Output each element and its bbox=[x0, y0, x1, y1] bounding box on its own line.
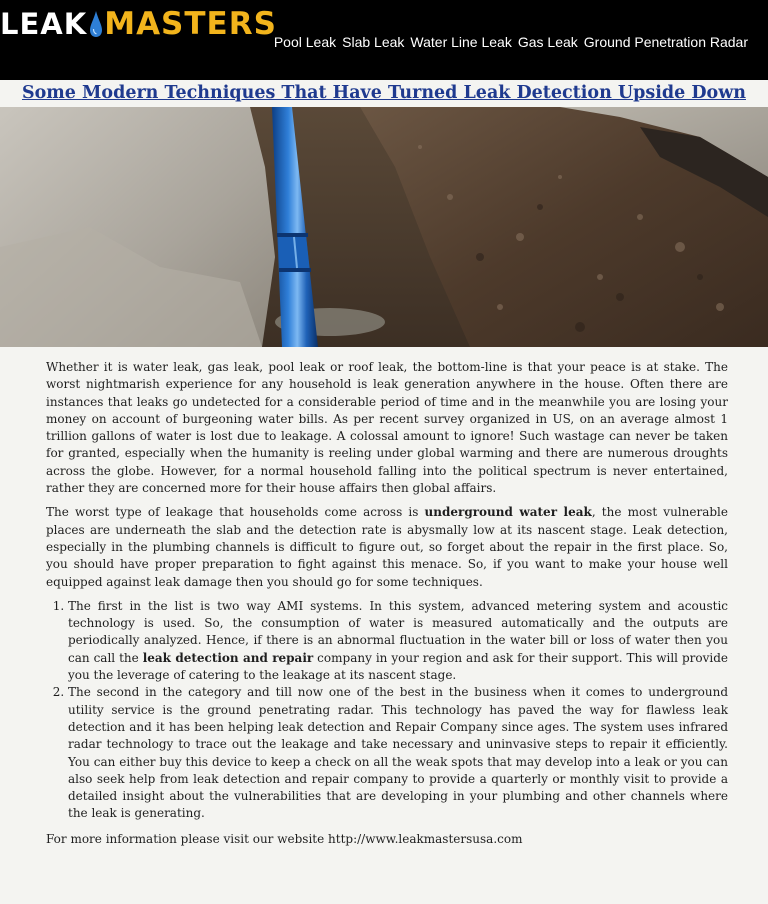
nav-link-ground-penetration-radar[interactable]: Ground Penetration Radar bbox=[583, 34, 748, 50]
nav-link-gas-leak[interactable]: Gas Leak bbox=[517, 34, 578, 50]
brand-logo[interactable] bbox=[0, 6, 277, 42]
brand-name-leak: LEAK bbox=[0, 7, 88, 41]
nav-link-slab-leak[interactable]: Slab Leak bbox=[342, 34, 405, 50]
nav-link-water-line-leak[interactable]: Water Line Leak bbox=[410, 34, 512, 50]
ami-system-text: The first in the list is two way AMI systems. In this system, advanced metering system and acoustic technology is used. So, the consumption of water is measured automatically and the outputs are periodically analyzed. Hence, if there is an abnormal fluctuation in the water bill or loss of water then you can call the bbox=[68, 598, 728, 665]
nav-link-pool-leak[interactable]: Pool Leak bbox=[273, 34, 337, 50]
list-item bbox=[68, 598, 728, 684]
paragraph-underground-lead: The worst type of leakage that households come across is bbox=[46, 505, 425, 520]
pipe-trench-image bbox=[0, 107, 768, 347]
paragraph-underground bbox=[46, 504, 728, 590]
leak-detection-repair-emphasis: leak detection and repair bbox=[142, 650, 314, 665]
article-body bbox=[46, 359, 728, 855]
paragraph-intro: Whether it is water leak, gas leak, pool leak or roof leak, the bottom-line is that your peace is at stake. The worst nightmarish experience for any household is leak generation anywhere in the house. Often there are instances that leaks go undetected for a considerable period of time and in the meanwhile you are losing your money on account of burgeoning water bills. As per recent survey organized in US, on an average almost 1 trillion gallons of water is lost due to leakage. A colossal amount to ignore! Such wastage can never be taken for granted, especially when the humanity is reeling under global warming and there are numerous droughts across the globe. However, for a normal household falling into the political spectrum is never entertained, rather they are concerned more for their house affairs then global affairs. bbox=[46, 360, 728, 496]
website-info: For more information please visit our website http://www.leakmastersusa.com bbox=[46, 831, 523, 846]
article-photo bbox=[0, 107, 768, 347]
brand-name-masters: MASTERS bbox=[104, 6, 277, 42]
site-header bbox=[0, 0, 768, 80]
ami-system-text-rest: company in your region and ask for their support. This will provide you the leverage of catering to the leakage at its nascent stage. bbox=[68, 650, 729, 683]
underground-water-leak-emphasis: underground water leak bbox=[424, 505, 592, 520]
paragraph-underground-rest: , the most vulnerable places are underneath the slab and the detection rate is abysmally low at its nascent stage. Leak detection, especially in the plumbing channels is difficult to figure out, so forget about the repair in the first place. So, you should have proper preparation to fight against this menace. So, if you want to make your house well equipped against leak damage then you should go for some techniques. bbox=[46, 505, 728, 589]
article-title: Some Modern Techniques That Have Turned Leak Detection Upside Down bbox=[21, 83, 746, 103]
list-item: 2. The second in the category and till now one of the best in the business when it comes to underground utility service is the ground penetrating radar. This technology has paved the way for flawless leak detection and it has been helping leak detection and Repair Company since ages. The system uses infrared radar technology to trace out the leakage and take necessary and uninvasive steps to repair it efficiently. You can either buy this device to keep a check on all the weak spots that may develop into a leak or you can also seek help from leak detection and repair company to provide a quarterly or monthly visit to provide a detailed insight about the vulnerabilities that are developing in your plumbing and other channels where the leak is generating. bbox=[68, 684, 728, 822]
water-drop-icon bbox=[89, 9, 103, 39]
techniques-list bbox=[46, 598, 728, 823]
main-nav bbox=[274, 34, 748, 50]
